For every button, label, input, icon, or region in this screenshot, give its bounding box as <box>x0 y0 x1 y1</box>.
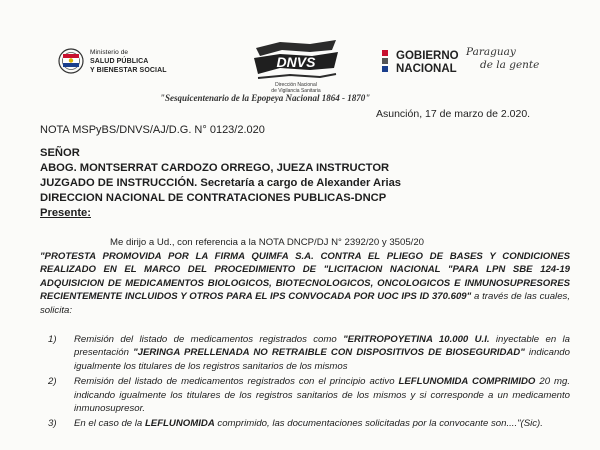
dnvs-logo-icon <box>250 38 342 82</box>
svg-text:DNVS: DNVS <box>276 54 316 70</box>
dnvs-caption-line1: Dirección Nacional <box>275 82 317 88</box>
list-item-bold: "JERINGA PRELLENADA NO RETRAIBLE CON DISPOSITIVOS DE BIOSEGURIDAD" <box>133 347 525 359</box>
list-item-bold: LEFLUNOMIDA COMPRIMIDO <box>398 376 536 388</box>
ministry-seal-icon <box>58 48 84 74</box>
body-quoted-subject: "PROTESTA PROMOVIDA POR LA FIRMA QUIMFA S.A. CONTRA EL PLIEGO DE BASES Y CONDICIONES REALIZADO EN EL MARCO DEL PROCEDIMIENTO DE "LICITACION NACIONAL "PARA LPN SBE 124-19 ADQUISICION DE MEDICAMENTOS BIOLOGICOS, BIOTECNOLOGICOS, ONCOLOGICOS E INMUNOSUPRESORES RECIENTEMENTE INCLUIDOS Y OTROS PARA EL IPS CONVOCADA POR UOC IPS ID 370.609" <box>40 250 570 303</box>
addressee-block <box>40 146 401 221</box>
list-item <box>40 333 570 373</box>
ministry-prefix: Ministerio de <box>90 49 129 56</box>
paraguay-line2: de la gente <box>480 59 540 71</box>
gobierno-nacional <box>396 50 459 76</box>
list-item-text: comprimido, las documentaciones solicitadas por la convocante son...."(Sic). <box>214 418 543 430</box>
body-tail: a través de las cuales, solicita: <box>40 291 570 316</box>
list-item-bold: LEFLUNOMIDA <box>144 418 215 430</box>
paraguay-slogan <box>466 46 539 72</box>
body-intro: Me dirijo a Ud., con referencia a la NOTA DNCP/DJ N° 2392/20 y 3505/20 <box>110 237 425 248</box>
motto: "Sesquicentenario de la Epopeya Nacional 1864 - 1870" <box>160 93 371 103</box>
note-number: NOTA MSPyBS/DNVS/AJ/D.G. N° 0123/2.020 <box>40 124 265 136</box>
list-item <box>40 375 570 415</box>
list-item-text: Remisión del listado de medicamentos registrados con el principio activo <box>74 376 399 388</box>
presente-label: Presente: <box>40 207 91 219</box>
list-item-text: En el caso de la <box>74 418 145 430</box>
gobierno-line2: NACIONAL <box>396 63 457 75</box>
list-item-number: 1) <box>48 334 57 345</box>
addressee-salutation: SEÑOR <box>40 147 80 159</box>
list-item-text: indicando igualmente los titulares de los registros sanitarios de los mismos <box>74 347 570 372</box>
list-item-bold: "ERITROPOYETINA 10.000 U.I. <box>343 334 490 345</box>
dnvs-caption-line2: de Vigilancia Sanitaria <box>271 88 321 94</box>
list-item-text: 20 mg. indicando igualmente los titulares de los registros sanitarios de los mismos y si corresponde a un medicamento inmunosupresor. <box>74 376 571 415</box>
list-item-text: inyectable en la presentación <box>74 334 571 359</box>
body-paragraph <box>40 236 570 318</box>
ministry-line1: SALUD PÚBLICA <box>90 58 149 65</box>
list-item <box>40 417 570 430</box>
paraguay-line1: Paraguay <box>466 46 516 58</box>
list-item-number: 3) <box>48 418 57 430</box>
addressee-name: ABOG. MONTSERRAT CARDOZO ORREGO, JUEZA INSTRUCTOR <box>40 162 390 174</box>
ministry-line2: Y BIENESTAR SOCIAL <box>90 67 167 74</box>
place-date: Asunción, 17 de marzo de 2.020. <box>376 108 531 120</box>
list-item-number: 2) <box>48 376 57 388</box>
addressee-court: JUZGADO DE INSTRUCCIÓN. Secretaría a cargo de Alexander Arias <box>40 177 402 189</box>
gobierno-line1: GOBIERNO <box>396 50 459 62</box>
gobierno-flag-icon <box>382 50 390 72</box>
request-list <box>40 333 570 433</box>
addressee-institution: DIRECCION NACIONAL DE CONTRATACIONES PUBLICAS-DNCP <box>40 192 387 204</box>
ministry-name <box>90 48 167 75</box>
list-item-text: Remisión del listado de medicamentos registrados como <box>74 334 344 345</box>
